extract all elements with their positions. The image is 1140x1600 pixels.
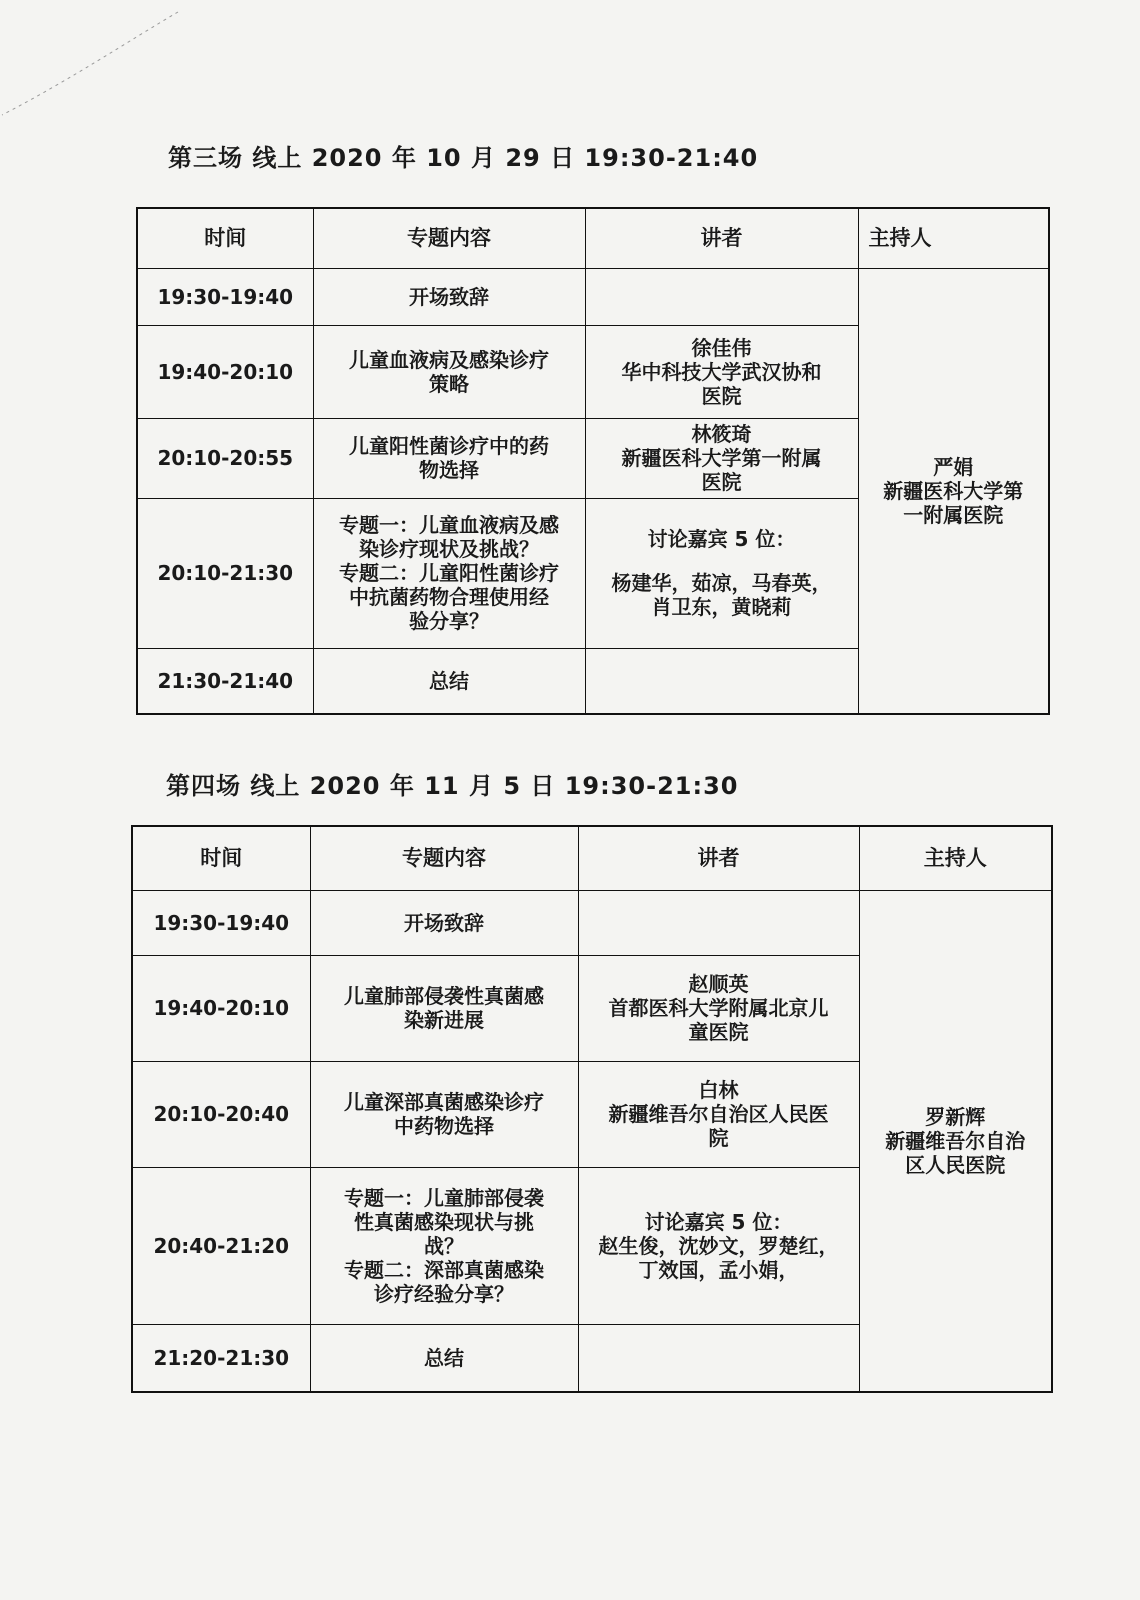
table-row [132, 890, 1052, 955]
topic-cell [310, 955, 578, 1061]
topic-cell [313, 268, 585, 325]
topic-cell [313, 648, 585, 714]
header-host: 主持人 [859, 826, 1052, 890]
speaker-name: 白林 [698, 1078, 739, 1102]
topic-line: 染诊疗现状及挑战？ [359, 537, 539, 561]
table-header-row [132, 826, 1052, 890]
speaker-cell [585, 268, 858, 325]
speaker-org-line: 医院 [701, 383, 742, 408]
host-name: 罗新辉 [925, 1104, 986, 1129]
speaker-cell [578, 890, 859, 955]
spacer [594, 551, 850, 571]
topic-line: 策略 [429, 371, 469, 396]
topic-line: 中药物选择 [394, 1114, 494, 1138]
host-cell [859, 890, 1052, 1392]
discussant-line: 杨建华，茹凉，马春英， [611, 571, 832, 595]
time-cell: 19:30-19:40 [137, 268, 313, 325]
topic-line: 总结 [424, 1345, 464, 1370]
speaker-org-line: 首都医科大学附属北京儿 [608, 996, 829, 1020]
host-org-line: 一附属医院 [903, 502, 1004, 527]
speaker-org-line: 新疆医科大学第一附属 [621, 446, 822, 470]
topic-line: 战？ [424, 1233, 464, 1258]
topic-line: 儿童肺部侵袭性真菌感 [344, 984, 544, 1008]
table-row [137, 268, 1049, 325]
time-cell: 20:40-21:20 [132, 1167, 310, 1324]
header-topic: 专题内容 [313, 208, 585, 268]
topic-cell [310, 1167, 578, 1324]
header-speaker: 讲者 [585, 208, 858, 268]
time-cell: 21:30-21:40 [137, 648, 313, 714]
header-time: 时间 [132, 826, 310, 890]
topic-line: 儿童血液病及感染诊疗 [349, 347, 549, 372]
discussion-label: 讨论嘉宾 5 位： [644, 1209, 793, 1234]
header-time: 时间 [137, 208, 313, 268]
speaker-cell [585, 648, 858, 714]
topic-line: 专题二：儿童阳性菌诊疗 [339, 561, 559, 585]
host-org-line: 新疆医科大学第 [883, 478, 1024, 503]
topic-line: 诊疗经验分享？ [374, 1281, 514, 1306]
topic-line: 总结 [429, 668, 469, 693]
topic-line: 专题二：深部真菌感染 [344, 1257, 544, 1282]
speaker-cell [585, 498, 858, 648]
session4-schedule-table [131, 825, 1053, 1393]
discussion-label: 讨论嘉宾 5 位： [647, 527, 796, 551]
speaker-name: 徐佳伟 [691, 335, 752, 360]
topic-cell [313, 498, 585, 648]
speaker-cell [578, 1167, 859, 1324]
time-cell: 19:40-20:10 [137, 325, 313, 418]
topic-line: 开场致辞 [409, 284, 489, 309]
topic-line: 染新进展 [404, 1008, 484, 1032]
time-cell: 19:30-19:40 [132, 890, 310, 955]
speaker-name: 赵顺英 [688, 972, 749, 996]
topic-line: 验分享？ [409, 609, 489, 633]
speaker-cell [578, 1324, 859, 1392]
speaker-cell [585, 418, 858, 498]
topic-cell [310, 1324, 578, 1392]
speaker-cell [578, 955, 859, 1061]
speaker-cell [585, 325, 858, 418]
speaker-name: 林筱琦 [691, 422, 752, 446]
discussant-line: 肖卫东，黄晓莉 [651, 595, 792, 619]
host-org-line: 区人民医院 [905, 1152, 1006, 1177]
topic-line: 专题一：儿童血液病及感 [339, 513, 559, 537]
time-cell: 19:40-20:10 [132, 955, 310, 1061]
discussant-line: 赵生俊，沈妙文，罗楚红， [598, 1233, 839, 1258]
host-org-line: 新疆维吾尔自治 [885, 1128, 1026, 1153]
topic-cell [310, 890, 578, 955]
speaker-org-line: 新疆维吾尔自治区人民医 [608, 1102, 829, 1126]
speaker-cell [578, 1061, 859, 1167]
session4-title: 第四场 线上 2020 年 11 月 5 日 19:30-21:30 [166, 772, 739, 800]
topic-line: 开场致辞 [404, 910, 484, 935]
time-cell: 20:10-20:55 [137, 418, 313, 498]
host-name: 严娟 [933, 454, 974, 479]
session3-title: 第三场 线上 2020 年 10 月 29 日 19:30-21:40 [168, 144, 759, 172]
topic-line: 儿童深部真菌感染诊疗 [344, 1090, 544, 1114]
discussant-line: 丁效国，孟小娟， [638, 1257, 799, 1282]
time-cell: 20:10-20:40 [132, 1061, 310, 1167]
session3-schedule-table [136, 207, 1050, 715]
topic-line: 中抗菌药物合理使用经 [349, 585, 549, 609]
speaker-org-line: 童医院 [688, 1020, 749, 1044]
header-host: 主持人 [858, 208, 1049, 268]
time-cell: 21:20-21:30 [132, 1324, 310, 1392]
speaker-org-line: 华中科技大学武汉协和 [621, 359, 822, 384]
speaker-org-line: 院 [708, 1126, 729, 1150]
host-cell [858, 268, 1049, 714]
topic-cell [310, 1061, 578, 1167]
topic-line: 物选择 [419, 458, 479, 482]
header-speaker: 讲者 [578, 826, 859, 890]
time-cell: 20:10-21:30 [137, 498, 313, 648]
paper-fold-mark [0, 10, 180, 120]
topic-line: 性真菌感染现状与挑 [354, 1209, 534, 1234]
topic-line: 专题一：儿童肺部侵袭 [344, 1185, 544, 1210]
speaker-org-line: 医院 [701, 470, 742, 494]
table-header-row [137, 208, 1049, 268]
topic-line: 儿童阳性菌诊疗中的药 [349, 434, 549, 458]
topic-cell [313, 325, 585, 418]
topic-cell [313, 418, 585, 498]
header-topic: 专题内容 [310, 826, 578, 890]
